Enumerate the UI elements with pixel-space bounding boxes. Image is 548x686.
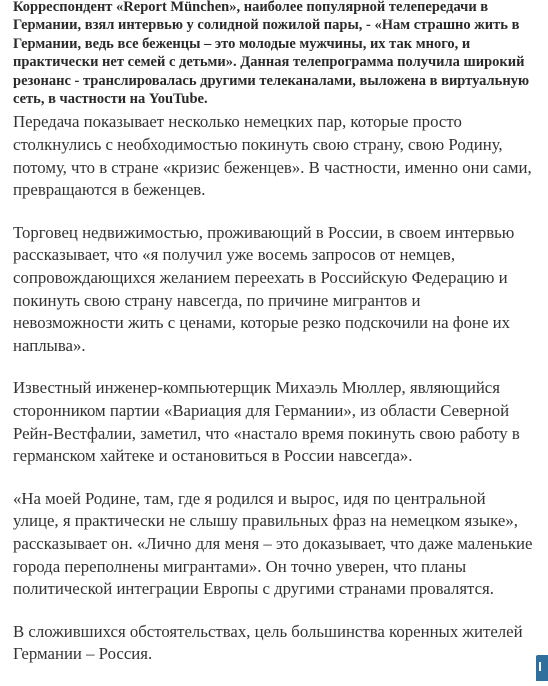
article-paragraph: Известный инженер-компьютерщик Михаэль Мюллер, являющийся сторонником партии «Вариация для Германии», из области Северной Рейн-Вестфалии, заметил, что «настало время покинуть свою работу в германском хайтеке и остановиться в России навсегда». — [13, 378, 520, 466]
floating-side-tab[interactable] — [536, 655, 548, 681]
article-lead: Корреспондент «Report München», наиболее популярной телепередачи в Германии, взял интервью у солидной пожилой пары, - «Нам страшно жить в Германии, ведь все беженцы – это молодые мужчины, их так много, и практически нет семей с детьми». Данная телепрограмма получила широкий резонанс - транслировалась другими телеканалами, выложена в виртуальную сеть, в частности на YouTube. — [13, 0, 530, 108]
article-paragraph: «На моей Родине, там, где я родился и вырос, идя по центральной улице, я практически не слышу правильных фраз на немецком языке», рассказывает он. «Лично для меня – это доказывает, что даже маленькие города переполнены мигрантами». Он точно уверен, что планы политической интеграции Европы с другими странами провалятся. — [13, 488, 533, 599]
article-paragraph: В сложившихся обстоятельствах, цель большинства коренных жителей Германии – Россия. — [13, 621, 523, 664]
article-body — [13, 0, 533, 686]
side-tab-icon — [539, 662, 543, 671]
article-paragraph: Торговец недвижимостью, проживающий в России, в своем интервью рассказывает, что «я получил уже восемь запросов от немцев, сопровождающихся желанием переехать в Российскую Федерацию и покинуть свою страну навсегда, по причине мигрантов и невозможности жить с ценами, которые резко подскочили на фоне их наплыва». — [13, 222, 515, 355]
article-paragraph: Передача показывает несколько немецких пар, которые просто столкнулись с необходимостью покинуть свою страну, свою Родину, потому, что в стране «кризис беженцев». В частности, именно они сами, превращаются в беженцев. — [13, 112, 532, 200]
